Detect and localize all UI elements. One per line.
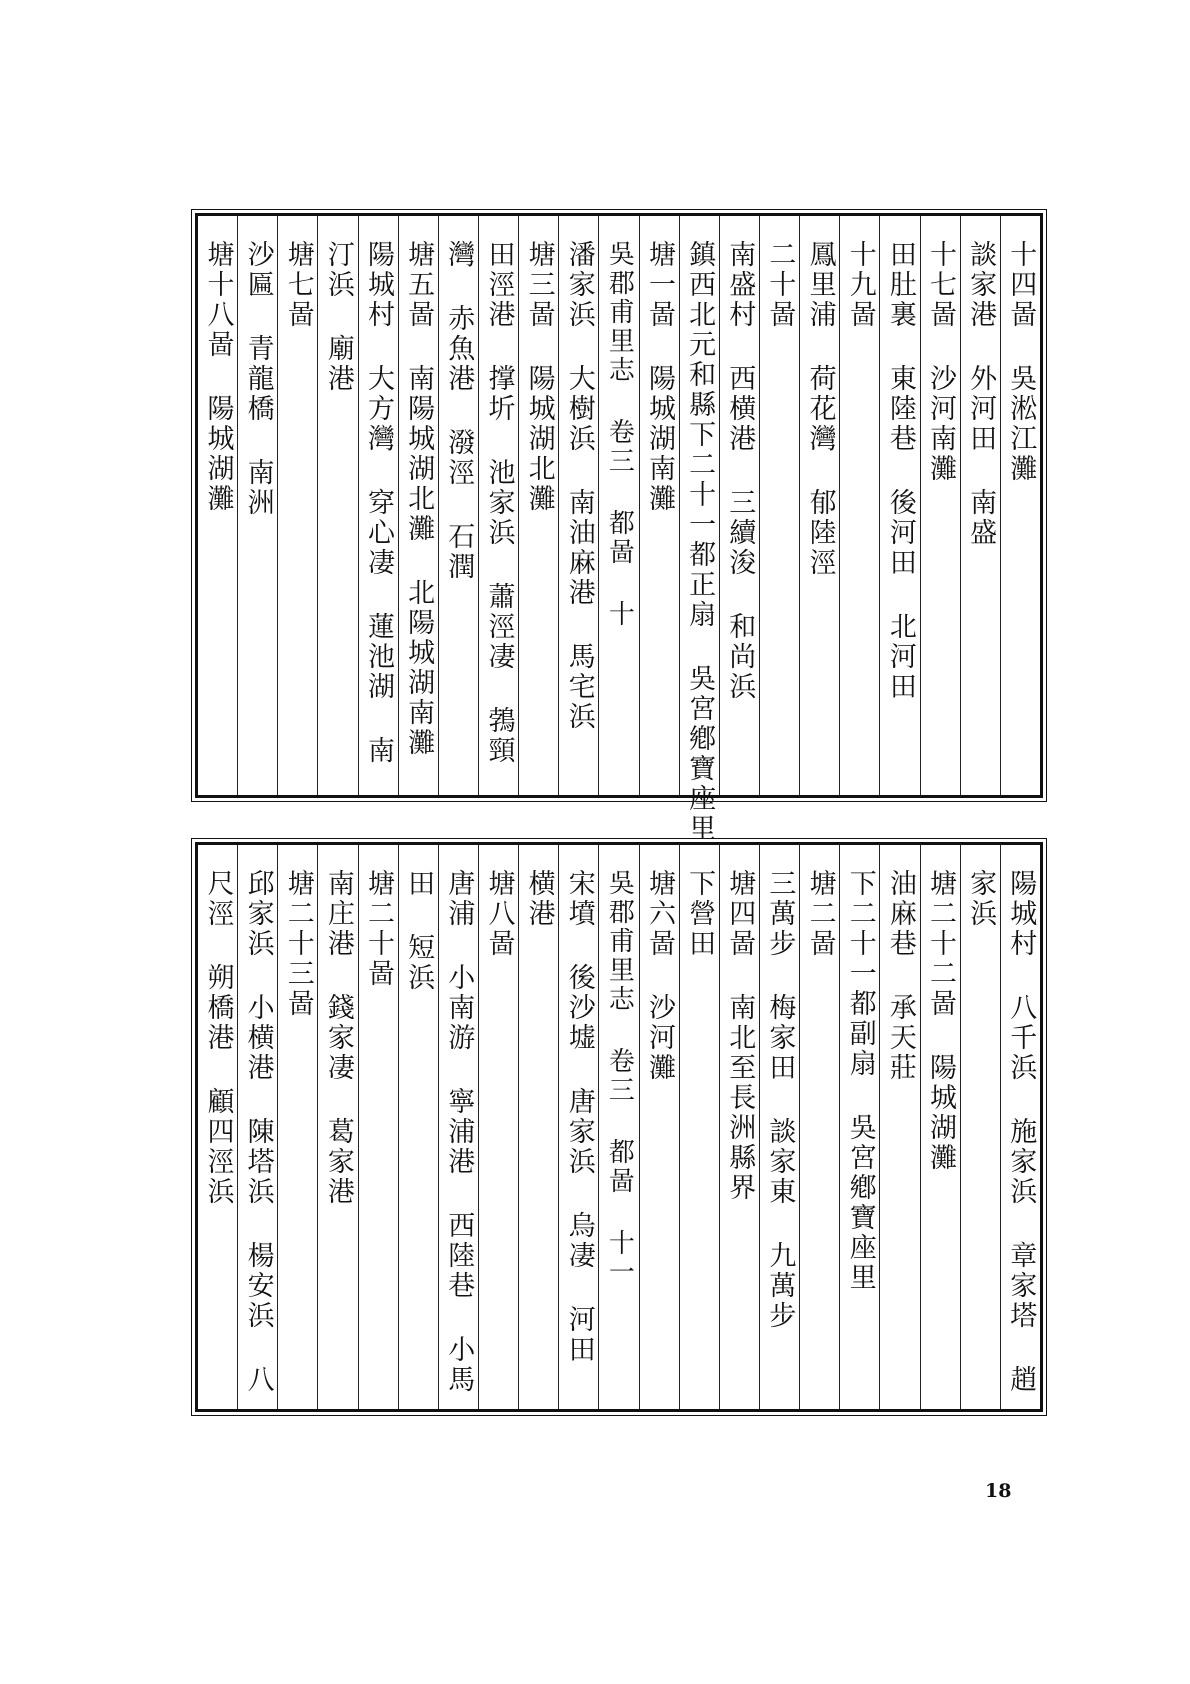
text-column	[398, 216, 438, 795]
text-column	[1000, 845, 1040, 1409]
text-column	[719, 845, 759, 1409]
text-column	[478, 216, 518, 795]
column-text: 灣 赤魚港 潑涇 石潤	[443, 240, 475, 582]
text-column	[237, 845, 277, 1409]
column-text: 家浜	[965, 869, 997, 929]
column-text: 塘一啚 陽城湖南灘	[644, 240, 675, 514]
column-text: 邱家浜 小横港 陳塔浜 楊安浜 八	[242, 869, 274, 1395]
text-column	[398, 845, 438, 1409]
column-text: 陽城村 八千浜 施家浜 章家塔 趙	[1005, 869, 1037, 1395]
text-column	[438, 216, 478, 795]
column-text: 油麻巷 承天莊	[884, 869, 916, 1083]
text-column	[518, 845, 558, 1409]
column-text: 塘三啚 陽城湖北灘	[523, 240, 555, 514]
text-column	[879, 845, 919, 1409]
text-column	[679, 216, 719, 844]
text-column	[960, 845, 1000, 1409]
column-text: 沙匾 青龍橋 南洲	[242, 240, 274, 518]
center-fold-column	[598, 845, 638, 1409]
text-column	[1000, 216, 1040, 795]
text-column	[639, 216, 679, 795]
text-column	[839, 845, 879, 1409]
column-text: 横港	[523, 869, 555, 929]
column-text: 三萬步 梅家田 談家東 九萬步	[764, 869, 796, 1331]
text-column	[358, 216, 398, 795]
text-column	[438, 845, 478, 1409]
column-text: 潘家浜 大樹浜 南油麻港 馬宅浜	[563, 240, 595, 732]
column-text: 塘二啚	[804, 869, 836, 959]
column-text: 宋墳 後沙墟 唐家浜 烏凄 河田	[563, 869, 595, 1365]
column-text: 南庄港 錢家凄 葛家港	[322, 869, 354, 1207]
text-column	[198, 216, 237, 795]
column-text: 塘十八啚 陽城湖灘	[202, 240, 234, 514]
text-column	[759, 216, 799, 795]
text-column	[759, 845, 799, 1409]
text-column	[198, 845, 237, 1409]
column-text: 陽城村 大方灣 穿心凄 蓮池湖 南	[363, 240, 395, 766]
text-column	[839, 216, 879, 795]
text-column	[960, 216, 1000, 795]
text-column	[558, 216, 598, 795]
column-text: 塘五啚 南陽城湖北灘 北陽城湖南灘	[403, 240, 435, 758]
column-text: 塘六啚 沙河灘	[644, 869, 675, 1083]
text-column	[719, 216, 759, 795]
column-text: 鎮西北元和縣下二十一都正扇 吳宮鄕寶座里	[684, 240, 716, 844]
bottom-columns	[198, 845, 1040, 1409]
text-column	[317, 845, 357, 1409]
column-text: 塘二十二啚 陽城湖灘	[924, 869, 956, 1173]
text-column	[639, 845, 679, 1409]
text-column	[558, 845, 598, 1409]
text-column	[358, 845, 398, 1409]
text-column	[799, 216, 839, 795]
column-text: 二十啚	[764, 240, 796, 330]
column-text: 鳳里浦 荷花灣 郁陸涇	[804, 240, 836, 578]
text-column	[277, 216, 317, 795]
column-text: 塘二十三啚	[282, 869, 314, 1019]
text-column	[317, 216, 357, 795]
column-text: 十九啚	[844, 240, 876, 330]
text-column	[920, 216, 960, 795]
column-text: 塘四啚 南北至長洲縣界	[724, 869, 756, 1203]
text-column	[277, 845, 317, 1409]
text-column	[879, 216, 919, 795]
column-text: 田 短浜	[403, 869, 435, 993]
column-text: 汀浜 廟港	[322, 240, 354, 394]
page-number: 18	[985, 1480, 1012, 1502]
text-column	[518, 216, 558, 795]
text-column	[478, 845, 518, 1409]
column-text: 南盛村 西横港 三續浚 和尚浜	[724, 240, 756, 702]
text-column	[920, 845, 960, 1409]
column-text: 塘七啚	[282, 240, 314, 330]
column-text: 十四啚 吳淞江灘	[1005, 240, 1037, 484]
column-text: 塘八啚	[483, 869, 515, 959]
top-columns	[198, 216, 1040, 844]
column-text: 尺涇 朔橋港 顧四涇浜	[202, 869, 234, 1207]
bottom-text-block	[195, 842, 1043, 1412]
top-text-block	[195, 213, 1043, 844]
text-column	[799, 845, 839, 1409]
column-text: 田肚裏 東陸巷 後河田 北河田	[884, 240, 916, 702]
center-fold-text: 吳郡甫里志 卷三 都啚 十	[604, 240, 635, 629]
column-text: 十七啚 沙河南灘	[924, 240, 956, 484]
text-column	[237, 216, 277, 795]
column-text: 塘二十啚	[363, 869, 395, 989]
column-text: 談家港 外河田 南盛	[965, 240, 997, 548]
column-text: 下營田	[684, 869, 716, 959]
column-text: 田涇港 撑圻 池家浜 蕭涇凄 鵓頸	[483, 240, 515, 766]
text-column	[679, 845, 719, 1409]
column-text: 下二十一都副扇 吳宮鄕寶座里	[844, 869, 876, 1293]
center-fold-column	[598, 216, 638, 795]
center-fold-text: 吳郡甫里志 卷三 都啚 十一	[604, 869, 635, 1287]
column-text: 唐浦 小南游 寧浦港 西陸巷 小馬	[443, 869, 475, 1395]
